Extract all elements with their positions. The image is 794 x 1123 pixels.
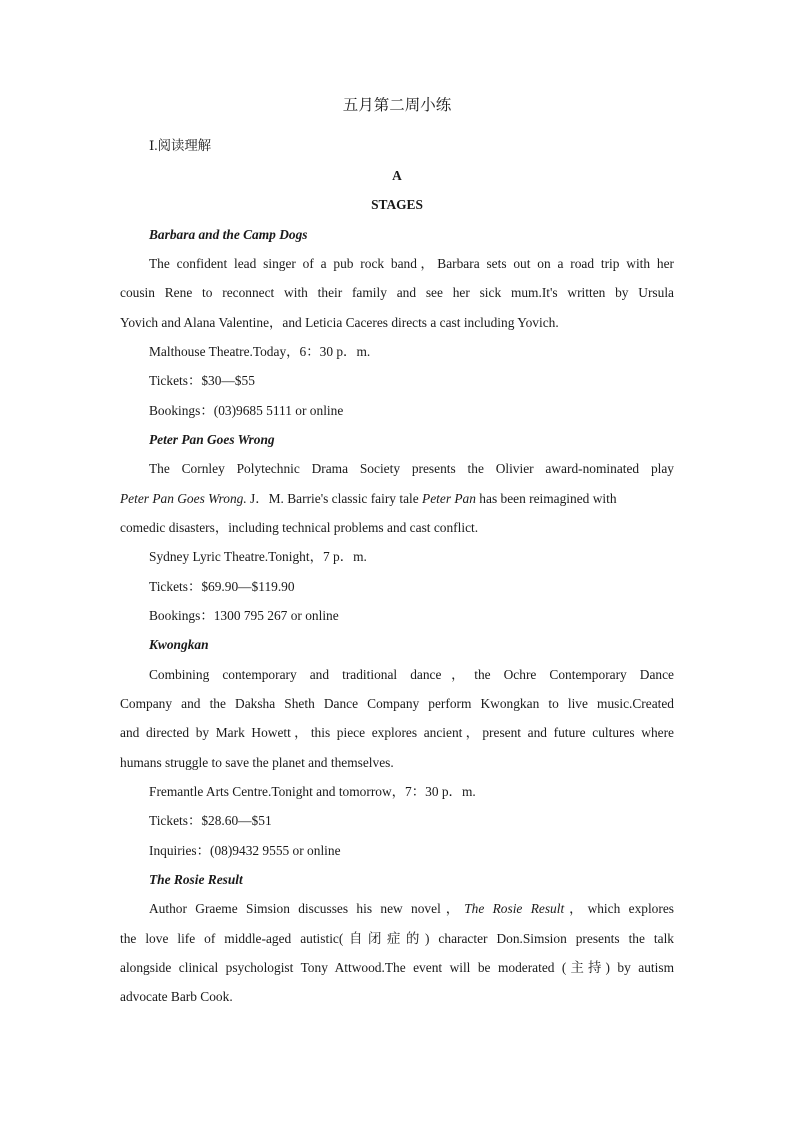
item-heading: Barbara and the Camp Dogs: [149, 227, 308, 242]
item-heading: Peter Pan Goes Wrong: [149, 432, 275, 447]
paragraph-line: humans struggle to save the planet and themselves.: [120, 755, 394, 770]
book-title: The Rosie Result: [464, 901, 565, 916]
section-heading: Ⅰ.阅读理解: [149, 138, 212, 153]
paragraph-line: and directed by Mark Howett，this piece explores ancient，present and future cultures where: [120, 725, 674, 740]
contact-line: Inquiries：(08)9432 9555 or online: [149, 843, 341, 858]
paragraph-line: Yovich and Alana Valentine，and Leticia Caceres directs a cast including Yovich.: [120, 315, 559, 330]
paragraph-line: comedic disasters，including technical problems and cast conflict.: [120, 520, 479, 535]
tickets-line: Tickets：$28.60—$51: [149, 813, 272, 828]
item-heading: Kwongkan: [149, 637, 209, 652]
venue-line: Fremantle Arts Centre.Tonight and tomorrow，7：30 p．m.: [149, 784, 476, 799]
tickets-line: Tickets：$69.90—$119.90: [149, 579, 295, 594]
paragraph-line: Company and the Daksha Sheth Dance Company perform Kwongkan to live music.Created: [120, 696, 674, 711]
venue-line: Malthouse Theatre.Today，6：30 p．m.: [149, 344, 371, 359]
passage-title: STAGES: [371, 197, 423, 212]
paragraph-line: Author Graeme Simsion discusses his new novel，The Rosie Result，which explores: [149, 901, 674, 916]
paragraph-line: Peter Pan Goes Wrong. J．M. Barrie's classic fairy tale Peter Pan has been reimagined with: [120, 491, 617, 506]
play-title: Peter Pan: [422, 491, 476, 506]
paragraph-line: the love life of middle-aged autistic(自闭症的) character Don.Simsion presents the talk: [120, 931, 674, 946]
paragraph-line: The confident lead singer of a pub rock band，Barbara sets out on a road trip with her: [149, 256, 674, 271]
passage-label: A: [392, 168, 402, 183]
play-title: Peter Pan Goes Wrong.: [120, 491, 247, 506]
contact-line: Bookings：(03)9685 5111 or online: [149, 403, 344, 418]
item-heading: The Rosie Result: [149, 872, 243, 887]
paragraph-line: Combining contemporary and traditional dance，the Ochre Contemporary Dance: [149, 667, 674, 682]
contact-line: Bookings：1300 795 267 or online: [149, 608, 339, 623]
paragraph-line: The Cornley Polytechnic Drama Society presents the Olivier award-nominated play: [149, 461, 674, 476]
tickets-line: Tickets：$30—$55: [149, 373, 255, 388]
page-title: 五月第二周小练: [342, 97, 452, 114]
paragraph-line: advocate Barb Cook.: [120, 989, 233, 1004]
paragraph-line: cousin Rene to reconnect with their family and see her sick mum.It's written by Ursula: [120, 285, 674, 300]
venue-line: Sydney Lyric Theatre.Tonight，7 p．m.: [149, 549, 367, 564]
paragraph-line: alongside clinical psychologist Tony Attwood.The event will be moderated (主持) by autism: [120, 960, 674, 975]
